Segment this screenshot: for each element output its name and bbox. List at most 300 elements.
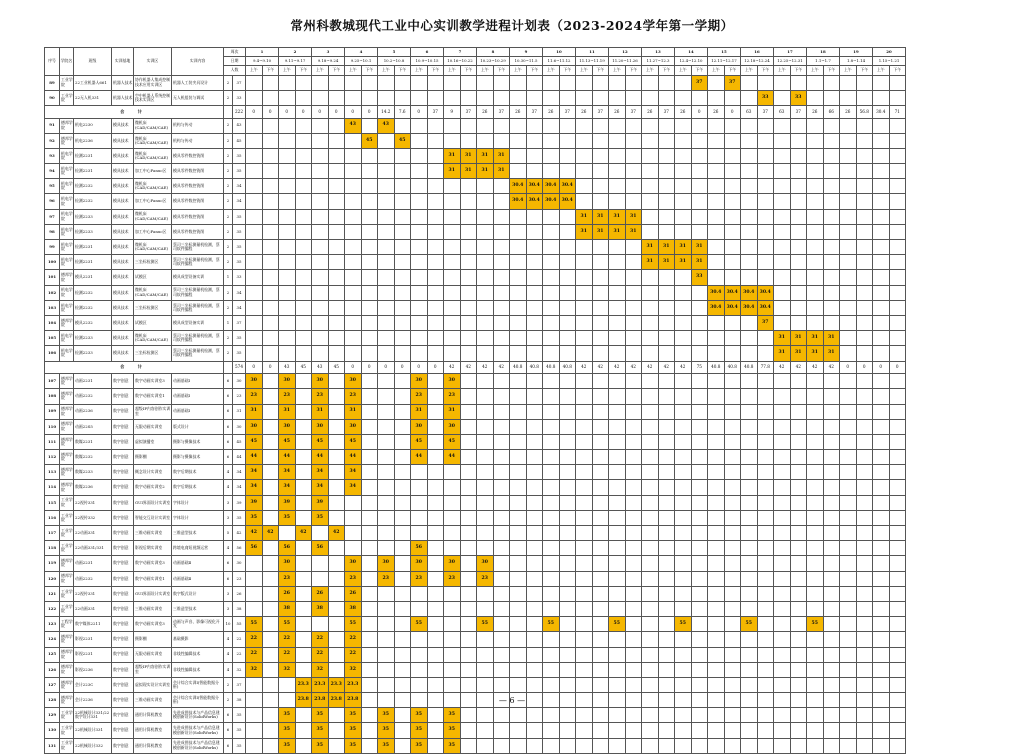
slot-cell xyxy=(840,300,857,315)
header-morning: 上午 xyxy=(312,66,329,75)
slot-cell-filled xyxy=(378,571,395,586)
slot-cell xyxy=(625,148,642,163)
slot-cell xyxy=(840,209,857,224)
slot-cell xyxy=(675,677,692,692)
slot-cell xyxy=(757,331,774,346)
slot-cell xyxy=(510,556,527,571)
slot-cell xyxy=(724,331,741,346)
slot-cell xyxy=(477,194,494,209)
slot-cell xyxy=(378,90,395,105)
slot-value: 43 xyxy=(349,122,356,128)
slot-cell xyxy=(411,510,428,525)
slot-cell xyxy=(427,677,444,692)
row-room: 数字动画实训室1 xyxy=(134,571,172,586)
slot-cell xyxy=(510,526,527,541)
row-hours xyxy=(224,105,233,118)
slot-cell xyxy=(873,480,890,495)
slot-cell xyxy=(576,331,593,346)
slot-cell: 42 xyxy=(658,361,675,374)
slot-cell xyxy=(691,617,708,632)
slot-cell xyxy=(543,75,560,90)
slot-cell xyxy=(873,148,890,163)
slot-value: 31 xyxy=(250,408,257,414)
slot-cell xyxy=(790,450,807,465)
slot-cell xyxy=(576,450,593,465)
slot-value: 38 xyxy=(283,605,290,611)
row-people: 35 xyxy=(233,209,246,224)
slot-cell xyxy=(246,164,263,179)
slot-cell xyxy=(889,510,906,525)
slot-cell xyxy=(724,526,741,541)
row-class: 检测2233 xyxy=(74,331,112,346)
slot-value: 22 xyxy=(316,636,323,642)
slot-cell xyxy=(361,346,378,361)
slot-cell xyxy=(262,738,279,753)
slot-cell xyxy=(394,465,411,480)
slot-value: 31 xyxy=(498,168,505,174)
slot-cell xyxy=(526,90,543,105)
slot-cell xyxy=(856,526,873,541)
row-people: 39 xyxy=(233,495,246,510)
slot-value: 35 xyxy=(415,727,422,733)
slot-cell xyxy=(840,285,857,300)
slot-cell xyxy=(757,662,774,677)
slot-value: 31 xyxy=(481,168,488,174)
slot-cell xyxy=(493,510,510,525)
slot-cell xyxy=(262,419,279,434)
slot-cell xyxy=(394,164,411,179)
slot-cell xyxy=(774,285,791,300)
slot-cell xyxy=(427,255,444,270)
slot-cell-filled xyxy=(279,374,296,389)
row-room: 微机床(CAD/CAM/CAE) xyxy=(134,209,172,224)
row-class: 检测2231 xyxy=(74,148,112,163)
slot-cell xyxy=(493,541,510,556)
slot-cell xyxy=(741,601,758,616)
slot-value: 35 xyxy=(316,514,323,520)
row-room: 通用计算机教室 xyxy=(134,738,172,753)
row-class: 22动画331 xyxy=(74,601,112,616)
slot-cell xyxy=(889,255,906,270)
slot-cell xyxy=(658,270,675,285)
slot-cell xyxy=(559,240,576,255)
row-people: 35 xyxy=(233,708,246,723)
slot-cell xyxy=(246,300,263,315)
slot-cell xyxy=(246,194,263,209)
slot-value: 23 xyxy=(316,393,323,399)
slot-cell xyxy=(642,510,659,525)
slot-cell xyxy=(378,389,395,404)
slot-cell xyxy=(295,331,312,346)
slot-cell xyxy=(559,708,576,723)
row-people: 55 xyxy=(233,617,246,632)
slot-cell xyxy=(609,404,626,419)
slot-cell xyxy=(708,255,725,270)
slot-cell xyxy=(642,179,659,194)
slot-cell-filled xyxy=(312,389,329,404)
row-seq: 113 xyxy=(45,465,60,480)
slot-cell xyxy=(807,541,824,556)
slot-cell-filled xyxy=(345,434,362,449)
slot-cell xyxy=(675,148,692,163)
slot-cell xyxy=(724,194,741,209)
slot-cell xyxy=(262,300,279,315)
slot-cell xyxy=(856,419,873,434)
slot-cell xyxy=(328,480,345,495)
row-people: 37 xyxy=(233,677,246,692)
header-afternoon: 下午 xyxy=(493,66,510,75)
row-room: 虚拟演播室 xyxy=(134,434,172,449)
slot-cell: 0 xyxy=(361,105,378,118)
slot-cell xyxy=(658,677,675,692)
slot-cell xyxy=(477,480,494,495)
slot-cell-filled xyxy=(658,255,675,270)
slot-cell xyxy=(889,389,906,404)
slot-cell xyxy=(361,723,378,738)
slot-cell xyxy=(625,331,642,346)
row-base: 数字创意 xyxy=(112,586,134,601)
slot-cell xyxy=(823,450,840,465)
header-week-dates: 10.30~11.5 xyxy=(510,57,543,66)
slot-cell xyxy=(361,270,378,285)
slot-cell xyxy=(477,510,494,525)
slot-cell xyxy=(856,209,873,224)
page-title: 常州科教城现代工业中心实训教学进程计划表（2023-2024学年第一学期） xyxy=(290,18,734,33)
slot-cell xyxy=(295,389,312,404)
table-row xyxy=(45,601,906,616)
slot-cell xyxy=(823,255,840,270)
slot-cell xyxy=(427,209,444,224)
slot-cell xyxy=(444,662,461,677)
slot-cell xyxy=(328,75,345,90)
slot-cell xyxy=(543,209,560,224)
slot-cell: 42 xyxy=(790,361,807,374)
slot-cell xyxy=(889,647,906,662)
slot-cell xyxy=(774,164,791,179)
header-morning: 上午 xyxy=(477,66,494,75)
slot-cell xyxy=(559,164,576,179)
slot-cell xyxy=(444,632,461,647)
row-base: 数字创意 xyxy=(112,723,134,738)
row-base: 模具技术 xyxy=(112,331,134,346)
slot-cell-filled xyxy=(279,480,296,495)
row-college: 工业学院 xyxy=(60,586,74,601)
slot-cell xyxy=(642,285,659,300)
slot-cell xyxy=(625,315,642,330)
slot-cell xyxy=(708,571,725,586)
slot-cell: 42 xyxy=(642,361,659,374)
slot-cell xyxy=(774,300,791,315)
slot-cell xyxy=(559,662,576,677)
slot-cell xyxy=(262,571,279,586)
slot-cell: 0 xyxy=(295,105,312,118)
slot-cell xyxy=(411,90,428,105)
slot-cell xyxy=(757,495,774,510)
slot-cell xyxy=(378,164,395,179)
header-week-dates: 9.11~9.17 xyxy=(279,57,312,66)
row-people: 35 xyxy=(233,723,246,738)
header-morning: 上午 xyxy=(642,66,659,75)
slot-cell xyxy=(724,118,741,133)
slot-cell xyxy=(790,510,807,525)
slot-value: 30 xyxy=(481,560,488,566)
slot-cell xyxy=(856,148,873,163)
row-base: 模具技术 xyxy=(112,285,134,300)
slot-cell xyxy=(543,571,560,586)
slot-cell xyxy=(856,480,873,495)
row-room: 虚拟现实设计实训室 xyxy=(134,677,172,692)
slot-cell-filled xyxy=(312,708,329,723)
slot-cell xyxy=(328,331,345,346)
slot-cell xyxy=(328,465,345,480)
slot-cell xyxy=(823,617,840,632)
table-row xyxy=(45,465,906,480)
slot-cell xyxy=(724,601,741,616)
slot-cell xyxy=(790,541,807,556)
slot-cell xyxy=(427,148,444,163)
slot-cell xyxy=(510,164,527,179)
row-content: 模具零件数控铣削 xyxy=(172,209,224,224)
slot-cell xyxy=(378,270,395,285)
table-row xyxy=(45,450,906,465)
row-hours: 2 xyxy=(224,194,233,209)
slot-cell xyxy=(873,617,890,632)
slot-cell-filled xyxy=(312,480,329,495)
slot-cell xyxy=(592,179,609,194)
slot-cell xyxy=(411,194,428,209)
slot-cell xyxy=(609,285,626,300)
slot-cell xyxy=(807,194,824,209)
slot-cell xyxy=(477,209,494,224)
slot-cell xyxy=(873,389,890,404)
slot-cell xyxy=(427,331,444,346)
slot-value: 30 xyxy=(283,560,290,566)
slot-cell xyxy=(658,133,675,148)
slot-value: 31 xyxy=(828,350,835,356)
slot-cell-filled xyxy=(378,723,395,738)
slot-cell-filled xyxy=(757,285,774,300)
row-room: 试模区 xyxy=(134,270,172,285)
slot-cell-filled xyxy=(477,556,494,571)
slot-value: 23 xyxy=(415,575,422,581)
slot-cell xyxy=(757,510,774,525)
slot-cell xyxy=(856,389,873,404)
header-content: 实训内容 xyxy=(172,48,224,76)
slot-cell xyxy=(378,404,395,419)
slot-cell-filled xyxy=(246,419,263,434)
row-seq: 127 xyxy=(45,677,60,692)
slot-cell xyxy=(394,662,411,677)
slot-cell xyxy=(724,346,741,361)
slot-cell xyxy=(724,647,741,662)
slot-cell xyxy=(807,601,824,616)
slot-cell-filled xyxy=(345,450,362,465)
slot-cell xyxy=(889,677,906,692)
row-base: 模具技术 xyxy=(112,179,134,194)
slot-cell xyxy=(658,164,675,179)
slot-value: 32 xyxy=(316,666,323,672)
slot-cell xyxy=(774,194,791,209)
slot-cell xyxy=(823,526,840,541)
header-week-number: 12 xyxy=(609,48,642,57)
slot-cell xyxy=(526,270,543,285)
slot-cell-filled xyxy=(477,148,494,163)
slot-cell xyxy=(708,209,725,224)
header-week-number: 4 xyxy=(345,48,378,57)
row-room: 通用计算机教室 xyxy=(134,708,172,723)
slot-cell xyxy=(394,495,411,510)
slot-cell xyxy=(427,240,444,255)
slot-cell xyxy=(658,404,675,419)
slot-cell xyxy=(328,90,345,105)
slot-value: 32 xyxy=(283,666,290,672)
row-hours: 2 xyxy=(224,133,233,148)
slot-cell xyxy=(807,300,824,315)
slot-cell xyxy=(675,647,692,662)
slot-cell xyxy=(642,617,659,632)
slot-cell xyxy=(576,270,593,285)
row-people: 22 xyxy=(233,647,246,662)
row-class: 影视2236 xyxy=(74,662,112,677)
slot-cell xyxy=(625,118,642,133)
row-hours: 5 xyxy=(224,526,233,541)
slot-cell xyxy=(741,708,758,723)
slot-cell xyxy=(609,194,626,209)
table-row xyxy=(45,419,906,434)
row-room: GUI界面设计实训室 xyxy=(134,586,172,601)
slot-cell xyxy=(394,617,411,632)
slot-cell xyxy=(493,617,510,632)
row-people: 35 xyxy=(233,224,246,239)
slot-cell xyxy=(444,526,461,541)
row-seq: 89 xyxy=(45,75,60,90)
slot-cell: 42 xyxy=(609,361,626,374)
slot-cell xyxy=(757,617,774,632)
slot-cell xyxy=(526,389,543,404)
slot-cell xyxy=(823,315,840,330)
slot-cell xyxy=(361,450,378,465)
table-row xyxy=(45,586,906,601)
slot-cell xyxy=(411,662,428,677)
row-content: 动画基础Ⅰ xyxy=(172,374,224,389)
slot-cell xyxy=(246,209,263,224)
slot-cell xyxy=(592,194,609,209)
slot-cell xyxy=(312,164,329,179)
slot-value: 44 xyxy=(283,454,290,459)
slot-value: 35 xyxy=(382,712,389,718)
slot-cell xyxy=(790,632,807,647)
row-hours: 2 xyxy=(224,164,233,179)
slot-value: 22 xyxy=(349,636,356,642)
slot-cell xyxy=(625,389,642,404)
slot-cell-filled xyxy=(757,300,774,315)
slot-cell xyxy=(378,240,395,255)
slot-cell xyxy=(460,209,477,224)
slot-cell-filled xyxy=(691,240,708,255)
slot-cell xyxy=(609,374,626,389)
slot-value: 56 xyxy=(250,545,257,551)
slot-cell xyxy=(361,285,378,300)
slot-cell xyxy=(394,300,411,315)
slot-cell-filled xyxy=(312,601,329,616)
slot-cell xyxy=(708,526,725,541)
row-class: 动画2231 xyxy=(74,374,112,389)
row-base: 数字创意 xyxy=(112,708,134,723)
slot-cell xyxy=(675,118,692,133)
slot-cell xyxy=(460,677,477,692)
slot-cell xyxy=(823,465,840,480)
slot-cell xyxy=(543,723,560,738)
slot-cell xyxy=(361,419,378,434)
row-people: 33 xyxy=(233,90,246,105)
slot-cell xyxy=(510,723,527,738)
row-college: 机电学院 xyxy=(60,255,74,270)
header-seq: 序号 xyxy=(45,48,60,76)
slot-cell xyxy=(576,510,593,525)
slot-cell xyxy=(609,164,626,179)
slot-cell: 0 xyxy=(427,361,444,374)
slot-cell xyxy=(559,224,576,239)
slot-cell xyxy=(510,270,527,285)
slot-cell xyxy=(444,510,461,525)
slot-cell: 42 xyxy=(460,361,477,374)
slot-cell xyxy=(477,224,494,239)
slot-cell xyxy=(642,450,659,465)
slot-cell xyxy=(361,90,378,105)
slot-cell xyxy=(691,586,708,601)
slot-cell xyxy=(394,647,411,662)
slot-cell xyxy=(543,148,560,163)
row-people: 34 xyxy=(233,285,246,300)
slot-cell xyxy=(312,194,329,209)
slot-cell: 0 xyxy=(262,105,279,118)
slot-cell-filled xyxy=(246,374,263,389)
slot-cell xyxy=(856,510,873,525)
slot-cell xyxy=(394,632,411,647)
slot-cell-filled xyxy=(246,541,263,556)
row-content: 非线性编辑技术 xyxy=(172,647,224,662)
slot-cell xyxy=(510,300,527,315)
slot-value: 55 xyxy=(811,621,818,627)
slot-cell xyxy=(642,723,659,738)
row-content: 数字后期技术 xyxy=(172,465,224,480)
slot-value: 35 xyxy=(349,727,356,733)
slot-cell xyxy=(642,164,659,179)
row-class: 影视2231 xyxy=(74,647,112,662)
row-people: 38 xyxy=(233,693,246,708)
slot-cell: 26 xyxy=(576,105,593,118)
slot-cell: 37 xyxy=(559,105,576,118)
slot-cell xyxy=(757,270,774,285)
slot-cell xyxy=(658,601,675,616)
slot-cell xyxy=(477,331,494,346)
slot-cell xyxy=(262,346,279,361)
slot-cell xyxy=(328,148,345,163)
row-seq: 105 xyxy=(45,331,60,346)
header-week-dates: 11.20~11.26 xyxy=(609,57,642,66)
slot-cell xyxy=(757,194,774,209)
row-people: 30 xyxy=(233,374,246,389)
slot-cell-filled xyxy=(312,419,329,434)
slot-cell xyxy=(510,209,527,224)
slot-cell xyxy=(246,75,263,90)
slot-cell xyxy=(262,601,279,616)
slot-cell-filled xyxy=(246,404,263,419)
slot-value: 23 xyxy=(415,393,422,399)
slot-cell xyxy=(592,90,609,105)
slot-cell xyxy=(526,510,543,525)
slot-cell xyxy=(559,495,576,510)
